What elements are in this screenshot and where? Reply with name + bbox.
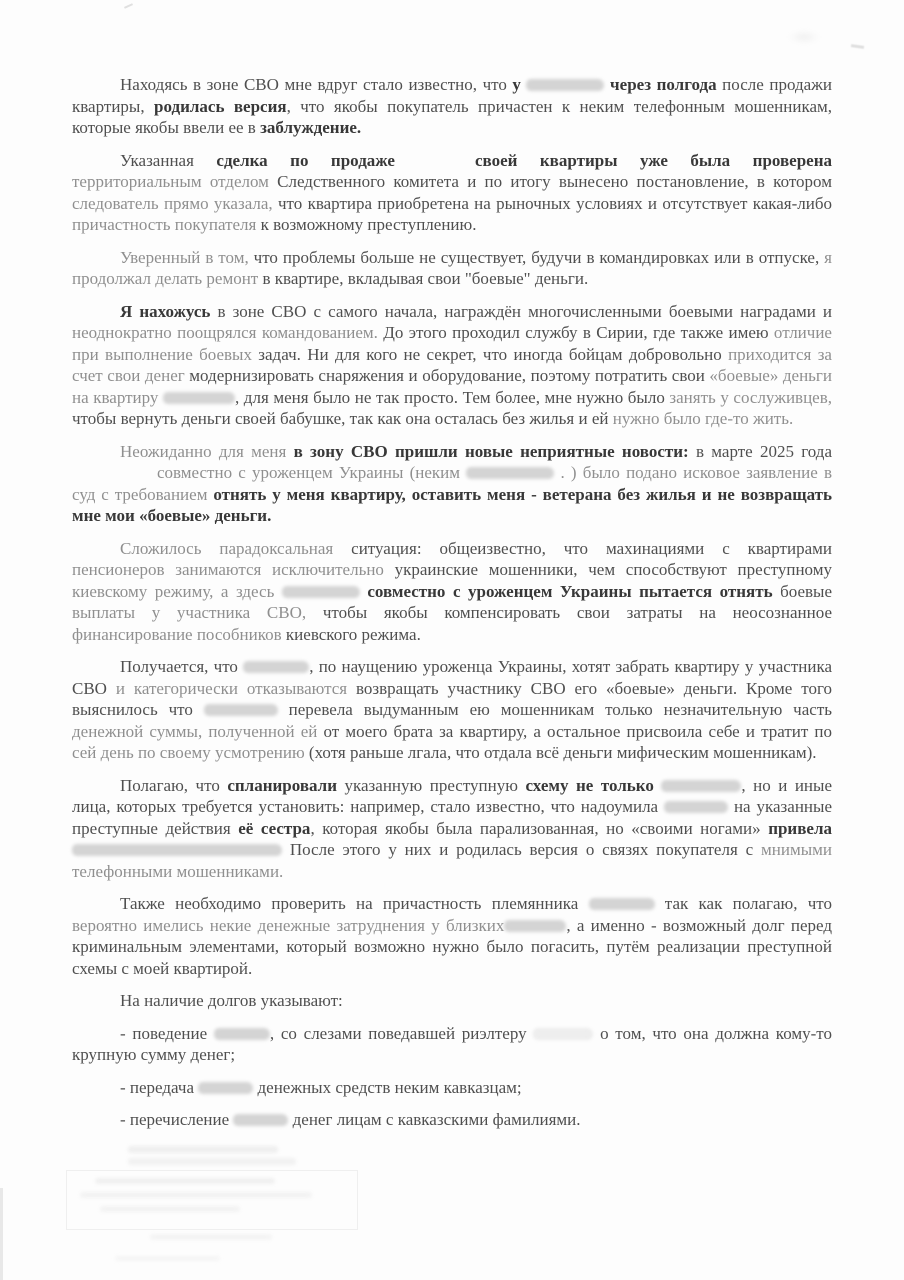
bleed-through-ghost-box [66, 1170, 358, 1230]
text-run: Полагаю, что [120, 775, 228, 795]
text-run: , со слезами поведавшей риэлтеру [269, 1023, 534, 1043]
redaction-blob [198, 1082, 253, 1094]
text-run: денег лицам с кавказскими фамилиями. [288, 1110, 581, 1129]
text-run: , по наущению уроженца Украины, хотят забрать квартиру у участника СВО [72, 657, 832, 698]
paragraph-p8 [72, 775, 832, 883]
paragraph-p13 [72, 1109, 832, 1131]
text-run: (хотя раньше лгала, что отдала всё деньги мифическим мошенникам). [308, 743, 817, 762]
text-run: Также необходимо проверить на причастность племянника [120, 894, 589, 913]
text-run: сделка по продаже [216, 150, 395, 170]
text-run: нужно было где-то жить. [612, 409, 794, 428]
text-run: отличие при выполнение боевых [72, 323, 832, 364]
text-run: на указанные преступные действия [72, 797, 832, 838]
text-run: в марте 2025 года [688, 441, 832, 461]
redaction-blob [526, 79, 604, 91]
redaction-blob [233, 1114, 288, 1126]
text-run: схему не только [525, 775, 662, 795]
redaction-blob [589, 898, 655, 910]
redaction-blob [282, 586, 360, 598]
paragraph-p6 [72, 538, 832, 646]
redaction-blob [533, 1028, 593, 1040]
text-run: - поведение [120, 1023, 214, 1043]
text-run: в зоне СВО с самого начала, награждён многочисленными боевыми наградами и [210, 301, 832, 321]
text-run: Неожиданно для меня [120, 441, 294, 461]
text-run: мнимыми телефонными мошенниками. [72, 840, 832, 881]
text-run: Следственного комитета и по итогу вынесено постановление, в котором [277, 172, 832, 191]
text-run: , а именно - возможный долг перед криминальным элементами, который возможно нужно было погасить, путём реализации преступной схемы с моей квартирой. [72, 915, 832, 978]
text-run: сей день по своему усмотрению [72, 743, 309, 762]
text-run: неоднократно поощрялся командованием. [72, 323, 384, 342]
paragraph-p9 [72, 893, 832, 979]
text-run: от моего брата за квартиру, а остальное присвоила себе и тратит по [323, 721, 832, 741]
scan-artifact-speck [124, 3, 133, 9]
text-run: пенсионеров занимаются исключительно [72, 560, 395, 579]
scan-artifact-smudge [788, 30, 820, 44]
text-run: вероятно имелись некие денежные затруднения у близких [72, 915, 505, 935]
redaction-whiteout-gap [395, 164, 475, 166]
redaction-blob [243, 661, 309, 673]
bleed-through-ghost-line [150, 1234, 272, 1240]
text-run: о том, что она должна кому-то крупную сумму денег; [72, 1023, 832, 1064]
text-run: модернизировать снаряжения и оборудование, поэтому потратить свои [189, 366, 710, 385]
text-run: в зону СВО пришли новые неприятные новости: [293, 441, 689, 461]
redaction-blob [504, 920, 566, 932]
text-run: отнять у меня квартиру, оставить меня - ветерана без жилья и не возвращать мне мои «боевые» деньги. [72, 484, 832, 525]
text-run: На наличие долгов указывают: [120, 991, 343, 1010]
text-run: причастность покупателя [72, 215, 261, 234]
text-run: Получается, что [120, 657, 244, 676]
text-run: чтобы вернуть деньги своей бабушке, так как она осталась без жилья и ей [72, 409, 613, 428]
bleed-through-ghost-line [115, 1256, 220, 1261]
text-run: чтобы якобы компенсировать свои затраты на неосознанное [322, 603, 832, 622]
text-run: денежной суммы, полученной ей [72, 721, 324, 741]
text-run: совместно с уроженцем Украины пытается отнять [367, 581, 773, 601]
text-run: Я нахожусь [120, 301, 211, 321]
text-run: и категорически отказываются [115, 678, 356, 698]
text-run: я продолжал делать ремонт [72, 247, 832, 288]
text-run: киевскому режиму, а здесь [72, 581, 282, 601]
bleed-through-ghost-line [95, 1178, 275, 1184]
paragraph-p7 [72, 656, 832, 764]
text-run: , но и иные лица, которых требуется установить: например, стало известно, что надоумила [72, 775, 832, 816]
text-run: денежных средств неким кавказцам; [253, 1077, 522, 1097]
text-run: выплаты у участника СВО, [72, 603, 323, 622]
paragraph-p1 [72, 74, 832, 139]
text-run: заблуждение. [260, 118, 362, 137]
text-run: возвращать участнику СВО его «боевые» деньги. Кроме того выяснилось что [72, 678, 832, 719]
bleed-through-ghost-line [100, 1206, 240, 1212]
text-run: следователь прямо указала, [72, 193, 278, 213]
text-run: - перечисление [120, 1110, 234, 1129]
scan-artifact-speck [851, 44, 864, 49]
text-run: указанную преступную [337, 775, 526, 795]
redaction-blob [72, 844, 282, 856]
text-run: «боевые» деньги на квартиру [72, 366, 832, 407]
text-run: украинские мошенники, чем способствуют преступному [394, 560, 832, 579]
redaction-blob [214, 1028, 270, 1040]
redaction-blob [664, 801, 728, 813]
text-run: привела [768, 818, 832, 838]
text-run: ситуация: общеизвестно, что махинациями с квартирами [351, 538, 832, 558]
paragraph-p11 [72, 1023, 832, 1066]
text-run: после продажи квартиры, [72, 75, 832, 116]
scan-edge-shadow [0, 1188, 3, 1280]
text-run: После этого у них и родилась версия о связях покупателя с [282, 840, 761, 859]
document-body [72, 74, 832, 1142]
text-run: Находясь в зоне СВО мне вдруг стало известно, что [120, 75, 513, 94]
paragraph-p2 [72, 150, 832, 236]
text-run: своей квартиры уже была проверена [474, 150, 832, 170]
bleed-through-ghost-line [128, 1146, 278, 1153]
text-run: спланировали [227, 775, 337, 795]
text-run: Указанная [120, 150, 217, 170]
text-run: До этого проходил службу в Сирии, где также имею [383, 323, 774, 342]
paragraph-p12 [72, 1077, 832, 1099]
text-run: так как полагаю, что [654, 894, 832, 913]
text-run: Уверенный в том, [120, 247, 254, 267]
text-run: через полгода [604, 75, 717, 94]
redaction-whiteout-gap [72, 476, 157, 478]
bleed-through-ghost-line [128, 1158, 296, 1165]
text-run: приходится за счет свои денег [72, 344, 832, 385]
text-run: её сестра [238, 818, 311, 838]
text-run: . ) было подано исковое заявление в суд с требованием [72, 463, 832, 504]
text-run: , которая якобы была парализованная, но «своими ногами» [310, 818, 769, 838]
text-run: у [512, 75, 527, 94]
text-run: что квартира приобретена на рыночных условиях и отсутствует какая-либо [278, 193, 832, 213]
text-run: перевела выдуманным ею мошенникам только незначительную часть [277, 700, 833, 719]
text-run: занять у сослуживцев, [669, 387, 832, 407]
text-run: Сложилось парадоксальная [120, 538, 352, 558]
text-run: что проблемы больше не существует, будучи в командировках или в отпуске, [253, 247, 825, 267]
text-run: в квартире, вкладывая свои "боевые" деньги. [262, 269, 589, 288]
text-run: , что якобы покупатель причастен к неким телефонным мошенникам, которые якобы ввели ее в [72, 96, 832, 137]
redaction-blob [661, 780, 741, 792]
redaction-blob [466, 467, 554, 479]
redaction-blob [204, 704, 278, 716]
paragraph-p10 [72, 990, 832, 1012]
text-run: задач. Ни для кого не секрет, что иногда бойцам добровольно [258, 344, 729, 364]
redaction-blob [163, 392, 235, 404]
text-run: к возможному преступлению. [260, 215, 477, 234]
paragraph-p4 [72, 301, 832, 430]
text-run: территориальным отделом [72, 172, 278, 191]
paragraph-p3 [72, 247, 832, 290]
text-run: финансирование пособников [72, 624, 286, 644]
text-run: , для меня было не так просто. Тем более, мне нужно было [234, 387, 670, 407]
paragraph-p5 [72, 441, 832, 527]
text-run: - передача [120, 1077, 199, 1097]
text-run: родилась версия [154, 96, 287, 116]
text-run: совместно с уроженцем Украины (неким [157, 463, 467, 482]
bleed-through-ghost-line [80, 1192, 312, 1198]
text-run: боевые [772, 581, 833, 601]
text-run: киевского режима. [285, 624, 421, 644]
